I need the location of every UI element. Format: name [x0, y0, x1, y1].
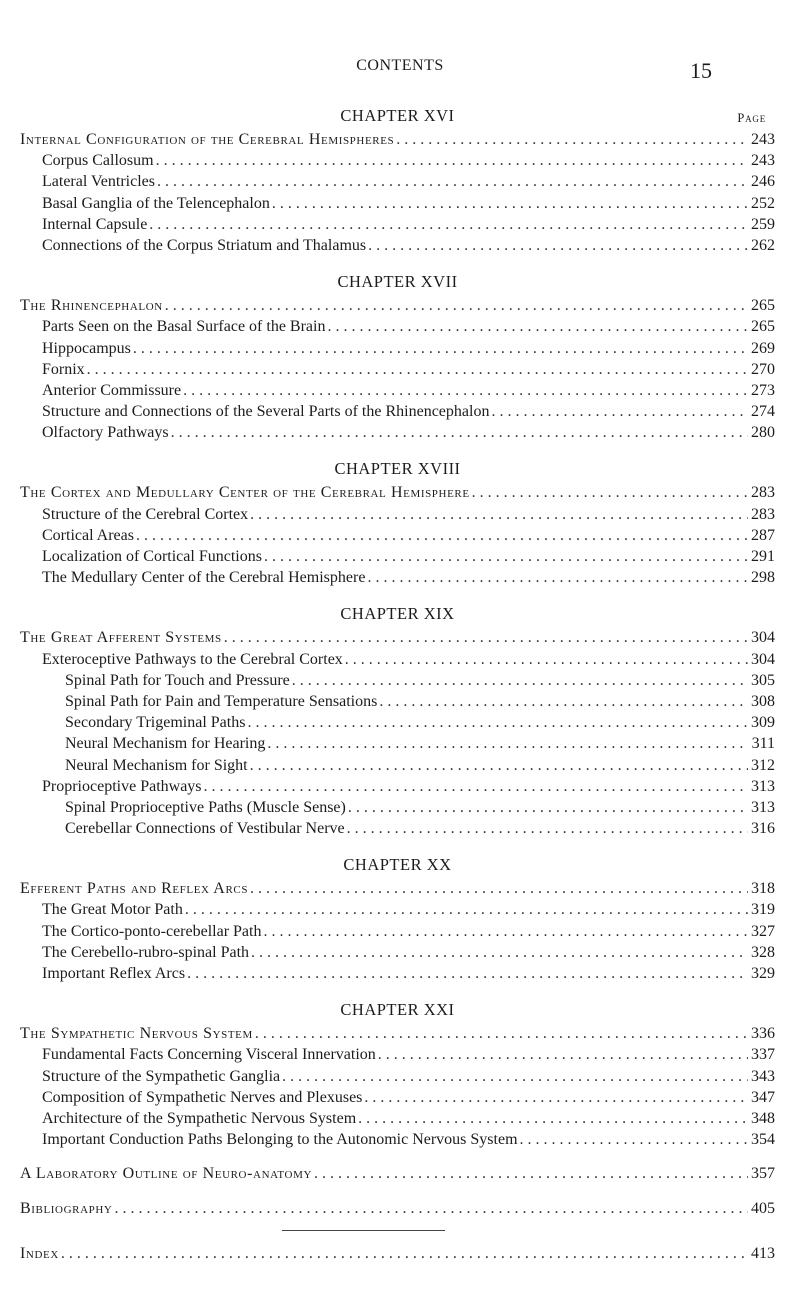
- toc-section-entry: [20, 1163, 775, 1184]
- chapter-heading: [20, 601, 775, 627]
- toc-section-entry: [20, 129, 775, 150]
- page-header: [0, 57, 800, 81]
- toc-entry: [20, 567, 775, 588]
- dot-leader: [367, 567, 748, 588]
- toc-entry: [20, 1108, 775, 1129]
- table-of-contents: [20, 103, 775, 1264]
- dot-leader: [472, 482, 748, 503]
- dot-leader: [378, 1044, 748, 1065]
- entry-title: Efferent Paths and Reflex Arcs: [20, 880, 249, 898]
- entry-page-number: 405: [751, 1199, 775, 1217]
- entry-title: The Medullary Center of the Cerebral Hemisphere: [42, 569, 366, 587]
- page-number: 15: [690, 58, 712, 83]
- dot-leader: [136, 525, 748, 546]
- toc-entry: [20, 171, 775, 192]
- toc-section-entry: [20, 482, 775, 503]
- entry-title: Hippocampus: [42, 339, 131, 357]
- entry-title: Secondary Trigeminal Paths: [65, 714, 246, 732]
- entry-title: Cerebellar Connections of Vestibular Nerve: [65, 820, 345, 838]
- dot-leader: [263, 921, 748, 942]
- entry-title: Important Reflex Arcs: [42, 965, 186, 982]
- dot-leader: [114, 1198, 748, 1219]
- toc-section-entry: [20, 1198, 775, 1219]
- entry-page-number: 311: [751, 735, 775, 753]
- entry-title: Parts Seen on the Basal Surface of the Brain: [42, 318, 326, 336]
- entry-page-number: 318: [751, 880, 775, 898]
- entry-page-number: 259: [751, 215, 775, 233]
- toc-entry: [20, 712, 775, 733]
- dot-leader: [149, 214, 748, 235]
- toc-entry: [20, 818, 775, 839]
- entry-title: Spinal Path for Pain and Temperature Sensations: [65, 692, 378, 710]
- dot-leader: [157, 171, 748, 192]
- entry-page-number: 312: [751, 756, 775, 774]
- entry-page-number: 329: [751, 965, 775, 982]
- entry-title: Fornix: [42, 360, 85, 378]
- toc-entry: [20, 214, 775, 235]
- entry-title: Structure of the Cerebral Cortex: [42, 505, 249, 523]
- toc-entry: [20, 422, 775, 443]
- entry-page-number: 313: [751, 777, 775, 795]
- entry-title: Spinal Proprioceptive Paths (Muscle Sense): [65, 798, 346, 816]
- section-spacer: [20, 1150, 775, 1163]
- entry-title: A Laboratory Outline of Neuro-anatomy: [20, 1165, 313, 1183]
- dot-leader: [187, 963, 748, 984]
- entry-title: The Cerebello-rubro-spinal Path: [42, 943, 250, 961]
- toc-entry: [20, 338, 775, 359]
- entry-title: Bibliography: [20, 1199, 113, 1217]
- entry-page-number: 243: [751, 152, 775, 170]
- dot-leader: [520, 1129, 748, 1150]
- page-column-label: Page: [737, 111, 766, 125]
- dot-leader: [379, 691, 748, 712]
- dot-leader: [224, 627, 748, 648]
- entry-title: Spinal Path for Touch and Pressure: [65, 671, 290, 689]
- entry-page-number: 252: [751, 194, 775, 212]
- entry-title: Neural Mechanism for Hearing: [65, 735, 266, 753]
- chapter-title: CHAPTER XVIII: [334, 459, 461, 479]
- entry-title: Neural Mechanism for Sight: [65, 756, 248, 774]
- entry-page-number: 274: [751, 403, 775, 421]
- entry-title: The Sympathetic Nervous System: [20, 1025, 253, 1043]
- toc-section-entry: [20, 295, 775, 316]
- toc-entry: [20, 776, 775, 797]
- dot-leader: [185, 899, 748, 920]
- dot-leader: [345, 649, 748, 670]
- dot-leader: [327, 316, 748, 337]
- chapter-title: CHAPTER XX: [343, 855, 452, 875]
- toc-entry: [20, 1066, 775, 1087]
- dot-leader: [250, 878, 748, 899]
- dot-leader: [183, 380, 748, 401]
- toc-entry: [20, 525, 775, 546]
- toc-entry: [20, 1044, 775, 1065]
- entry-title: The Rhinencephalon: [20, 297, 163, 315]
- toc-entry: [20, 380, 775, 401]
- entry-page-number: 357: [751, 1165, 775, 1183]
- entry-title: Proprioceptive Pathways: [42, 777, 202, 795]
- dot-leader: [282, 1066, 748, 1087]
- entry-title: Internal Configuration of the Cerebral Hemispheres: [20, 131, 395, 148]
- toc-entry: [20, 546, 775, 567]
- dot-leader: [171, 422, 748, 443]
- chapter-title: CHAPTER XVI: [340, 106, 455, 125]
- entry-title: Structure of the Sympathetic Ganglia: [42, 1067, 281, 1085]
- toc-section-entry: [20, 1243, 775, 1264]
- entry-title: Corpus Callosum: [42, 152, 154, 170]
- divider-rule: [282, 1230, 445, 1231]
- toc-entry: [20, 401, 775, 422]
- dot-leader: [368, 235, 748, 256]
- entry-title: Important Conduction Paths Belonging to the Autonomic Nervous System: [42, 1131, 518, 1149]
- section-spacer: [20, 1185, 775, 1198]
- chapter-spacer: [20, 588, 775, 601]
- toc-entry: [20, 963, 775, 984]
- dot-leader: [165, 295, 748, 316]
- toc-entry: [20, 316, 775, 337]
- toc-entry: [20, 504, 775, 525]
- entry-title: Connections of the Corpus Striatum and Thalamus: [42, 236, 367, 254]
- toc-entry: [20, 1087, 775, 1108]
- entry-page-number: 291: [751, 548, 775, 565]
- dot-leader: [247, 712, 748, 733]
- entry-title: Exteroceptive Pathways to the Cerebral Cortex: [42, 650, 343, 668]
- entry-title: The Cortex and Medullary Center of the Cerebral Hemisphere: [20, 484, 470, 502]
- entry-page-number: 327: [751, 922, 775, 940]
- dot-leader: [61, 1243, 748, 1264]
- entry-page-number: 343: [751, 1067, 775, 1085]
- dot-leader: [491, 401, 748, 422]
- toc-entry: [20, 899, 775, 920]
- dot-leader: [204, 776, 748, 797]
- entry-page-number: 283: [751, 505, 775, 523]
- entry-page-number: 308: [751, 692, 775, 710]
- dot-leader: [314, 1163, 748, 1184]
- dot-leader: [267, 733, 748, 754]
- chapter-spacer: [20, 839, 775, 852]
- dot-leader: [156, 150, 748, 171]
- chapter-heading: [20, 997, 775, 1023]
- entry-page-number: 348: [751, 1109, 775, 1127]
- toc-section-entry: [20, 1023, 775, 1044]
- entry-title: The Great Motor Path: [42, 901, 183, 919]
- chapter-spacer: [20, 984, 775, 997]
- dot-leader: [264, 546, 748, 567]
- dot-leader: [364, 1087, 748, 1108]
- dot-leader: [250, 504, 748, 525]
- toc-entry: [20, 1129, 775, 1150]
- entry-title: Structure and Connections of the Several Parts of the Rhinencephalon: [42, 403, 490, 421]
- dot-leader: [133, 338, 748, 359]
- entry-title: Architecture of the Sympathetic Nervous System: [42, 1109, 357, 1127]
- chapter-title: CHAPTER XXI: [340, 1000, 455, 1020]
- entry-title: Internal Capsule: [42, 215, 148, 233]
- entry-page-number: 328: [751, 943, 775, 961]
- entry-page-number: 265: [751, 318, 775, 336]
- entry-title: The Cortico-ponto-cerebellar Path: [42, 922, 262, 940]
- entry-page-number: 304: [751, 629, 775, 647]
- entry-page-number: 336: [751, 1025, 775, 1043]
- dot-leader: [396, 129, 748, 150]
- chapter-title: CHAPTER XVII: [337, 272, 458, 292]
- entry-page-number: 319: [751, 901, 775, 919]
- dot-leader: [255, 1023, 748, 1044]
- toc-entry: [20, 691, 775, 712]
- dot-leader: [250, 755, 748, 776]
- toc-entry: [20, 921, 775, 942]
- entry-page-number: 305: [751, 671, 775, 689]
- entry-title: The Great Afferent Systems: [20, 629, 222, 647]
- dot-leader: [347, 818, 748, 839]
- chapter-heading: [20, 456, 775, 482]
- running-head: CONTENTS: [356, 57, 444, 74]
- entry-page-number: 262: [751, 236, 775, 254]
- entry-page-number: 354: [751, 1131, 775, 1149]
- entry-page-number: 313: [751, 798, 775, 816]
- chapter-heading: [20, 852, 775, 878]
- entry-page-number: 298: [751, 569, 775, 587]
- chapter-heading: [20, 269, 775, 295]
- entry-title: Basal Ganglia of the Telencephalon: [42, 194, 270, 212]
- dot-leader: [272, 193, 748, 214]
- entry-page-number: 269: [751, 339, 775, 357]
- entry-title: Anterior Commissure: [42, 381, 182, 399]
- entry-title: Index: [20, 1244, 59, 1262]
- entry-page-number: 413: [751, 1244, 775, 1262]
- toc-entry: [20, 733, 775, 754]
- entry-page-number: 273: [751, 381, 775, 399]
- entry-page-number: 309: [751, 714, 775, 732]
- toc-entry: [20, 942, 775, 963]
- toc-entry: [20, 235, 775, 256]
- entry-page-number: 287: [751, 526, 775, 544]
- dot-leader: [87, 359, 748, 380]
- toc-entry: [20, 670, 775, 691]
- entry-page-number: 243: [751, 131, 775, 148]
- toc-section-entry: [20, 878, 775, 899]
- entry-page-number: 283: [751, 484, 775, 502]
- toc-entry: [20, 797, 775, 818]
- toc-entry: [20, 649, 775, 670]
- entry-page-number: 304: [751, 650, 775, 668]
- entry-title: Olfactory Pathways: [42, 424, 169, 442]
- entry-title: Cortical Areas: [42, 526, 134, 544]
- toc-entry: [20, 755, 775, 776]
- toc-entry: [20, 150, 775, 171]
- entry-title: Localization of Cortical Functions: [42, 548, 262, 565]
- entry-page-number: 316: [751, 820, 775, 838]
- toc-entry: [20, 193, 775, 214]
- entry-title: Lateral Ventricles: [42, 173, 155, 191]
- chapter-heading: [20, 103, 775, 129]
- entry-page-number: 246: [751, 173, 775, 191]
- toc-entry: [20, 359, 775, 380]
- chapter-spacer: [20, 256, 775, 269]
- entry-title: Fundamental Facts Concerning Visceral Innervation: [42, 1046, 376, 1064]
- dot-leader: [358, 1108, 748, 1129]
- entry-page-number: 347: [751, 1088, 775, 1106]
- dot-leader: [292, 670, 748, 691]
- dot-leader: [251, 942, 748, 963]
- entry-page-number: 337: [751, 1046, 775, 1064]
- entry-title: Composition of Sympathetic Nerves and Plexuses: [42, 1088, 363, 1106]
- dot-leader: [348, 797, 748, 818]
- toc-section-entry: [20, 627, 775, 648]
- chapter-title: CHAPTER XIX: [340, 604, 455, 624]
- entry-page-number: 265: [751, 297, 775, 315]
- entry-page-number: 270: [751, 360, 775, 378]
- chapter-spacer: [20, 443, 775, 456]
- entry-page-number: 280: [751, 424, 775, 442]
